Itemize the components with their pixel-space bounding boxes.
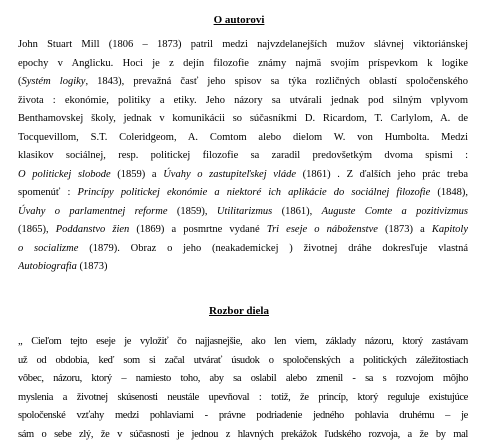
text-line xyxy=(18,203,468,222)
italic-title-text: Poddanstvo žien xyxy=(55,224,130,235)
text-run: už od obdobia, keď som si začal utvárať úsudok o spoločenských a politických záležitostiach xyxy=(18,354,468,366)
text-run: (1859), xyxy=(167,205,217,217)
text-run: (1869) a posmrtne vydané xyxy=(129,224,267,235)
text-run: ( xyxy=(18,76,22,87)
italic-title-text: Auguste Comte a pozitivizmus xyxy=(321,205,468,217)
text-run: (1861), xyxy=(272,205,322,217)
text-run: (1859) a xyxy=(110,168,164,180)
text-line xyxy=(18,333,468,352)
italic-title-text: Úvahy o parlamentnej reforme xyxy=(18,205,168,217)
text-line xyxy=(18,370,468,389)
italic-title-text: Princípy politickej ekonómie a niektoré ich aplikácie do sociálnej filozofie xyxy=(77,187,431,198)
text-run: Tocquevillom, S.T. Coleridgeom, A. Comtom alebo dielom W. von Humbolta. Medzi xyxy=(18,131,468,143)
italic-title-text: o socializme xyxy=(18,242,79,254)
text-run: John Stuart Mill (1806 – 1873) patril medzi najvzdelanejších mužov slávnej viktoriánskej xyxy=(18,39,468,50)
text-run: (1865), xyxy=(18,224,56,235)
text-line xyxy=(18,407,468,426)
text-run: spomenúť : xyxy=(18,187,78,198)
italic-title-text: Úvahy o zastupiteľskej vláde xyxy=(163,168,297,180)
text-line xyxy=(18,36,468,55)
text-line xyxy=(18,166,468,185)
text-line xyxy=(18,73,468,92)
text-run: „ Cieľom tejto eseje je vyložiť čo najjasnejšie, ako len viem, základy názoru, ktorý zastávam xyxy=(18,336,468,347)
text-run: (1873) xyxy=(76,261,108,272)
text-run: (1861) . Z ďalších jeho prác treba xyxy=(296,168,468,180)
section-heading-analysis: Rozbor diela xyxy=(209,305,269,317)
italic-title-text: O politickej slobode xyxy=(18,168,111,180)
text-run: myslenia a životnej skúsenosti neustále upevňoval : totiž, že princíp, ktorý reguluje existujúce xyxy=(18,391,468,403)
text-line xyxy=(18,129,468,148)
text-run: klasikov sociálnej, resp. politickej filozofie sa zaradil predovšetkým dvoma spismi : xyxy=(18,150,468,161)
text-run: (1848), xyxy=(430,187,468,198)
italic-title-text: Utilitarizmus xyxy=(216,205,273,217)
text-run: Benthamovskej školy, jednak v komunikácii so súčasníkmi D. Ricardom, T. Carlylom, A. de xyxy=(18,113,468,124)
text-line xyxy=(18,352,468,371)
section-heading-author: O autorovi xyxy=(213,14,265,26)
author-biography-paragraph xyxy=(18,36,468,277)
analysis-quote-paragraph xyxy=(18,333,468,442)
italic-title-text: Systém logiky xyxy=(21,76,86,87)
text-run: sám o sebe zlý, že v súčasnosti je jednou z hlavných prekážok ľudského rozvoja, a že by mal xyxy=(18,428,468,440)
italic-title-text: Autobiografia xyxy=(18,261,77,272)
text-run: vôbec, názoru, ktorý – namiesto toho, aby sa oslabil alebo zmenil - sa s rozvojom môjho xyxy=(18,373,468,384)
text-run: života : ekonómie, politiky a etiky. Jeho názory sa utvárali jednak pod silným vplyvom xyxy=(18,94,468,106)
text-line xyxy=(18,240,468,259)
text-run: (1879). Obraz o jeho (neakademickej ) životnej dráhe dokresľuje vlastná xyxy=(78,242,468,254)
text-line xyxy=(18,426,468,442)
text-line xyxy=(18,92,468,111)
text-line xyxy=(18,55,468,74)
text-run: spoločenské vzťahy medzi pohlaviami - právne podriadenie jedného pohlavia druhému – je xyxy=(18,410,468,421)
text-line xyxy=(18,389,468,408)
text-line xyxy=(18,184,468,203)
text-line xyxy=(18,221,468,240)
text-run: (1873) a xyxy=(377,224,432,235)
text-run: , 1843), prevažná časť jeho spisov sa týka rozličných oblastí spoločenského xyxy=(85,76,468,87)
text-run: epochy v Anglicku. Hoci je z dejín filozofie známy najmä svojím príspevkom k logike xyxy=(18,57,468,69)
text-line xyxy=(18,110,468,129)
italic-title-text: Kapitoly xyxy=(431,224,468,235)
text-line xyxy=(18,147,468,166)
italic-title-text: Tri eseje o náboženstve xyxy=(266,224,378,235)
text-line xyxy=(18,258,468,277)
